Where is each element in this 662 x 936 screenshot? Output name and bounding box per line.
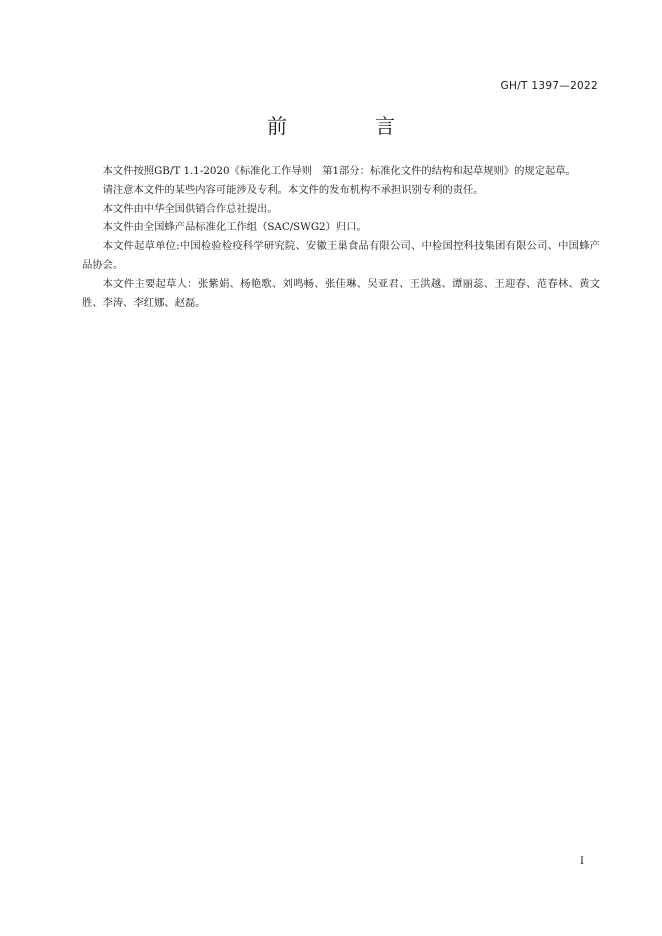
paragraph-main-drafters: 本文件主要起草人：张紫娟、杨艳歌、刘鸣畅、张佳琳、吴亚君、王洪越、谭丽蕊、王迎春、范春林、黄文胜、李涛、李红娜、赵磊。: [82, 277, 600, 309]
page-title: 前 言: [267, 114, 429, 138]
paragraph-patent-notice: 请注意本文件的某些内容可能涉及专利。本文件的发布机构不承担识别专利的责任。: [102, 183, 484, 196]
paragraph-responsible-committee: 本文件由全国蜂产品标准化工作组（SAC/SWG2）归口。: [102, 221, 367, 234]
standard-code: GH/T 1397—2022: [500, 80, 598, 92]
page-number: I: [580, 856, 584, 867]
paragraph-drafting-organizations: 本文件起草单位:中国检验检疫科学研究院、安徽王巢食品有限公司、中检国控科技集团有限公司、中国蜂产品协会。: [82, 240, 600, 271]
paragraph-proposer: 本文件由中华全国供销合作总社提出。: [102, 202, 278, 215]
document-body: [82, 162, 600, 312]
paragraph-drafting-rules: 本文件按照GB/T 1.1-2020《标准化工作导则 第1部分：标准化文件的结构和起草规则》的规定起草。: [102, 165, 576, 177]
